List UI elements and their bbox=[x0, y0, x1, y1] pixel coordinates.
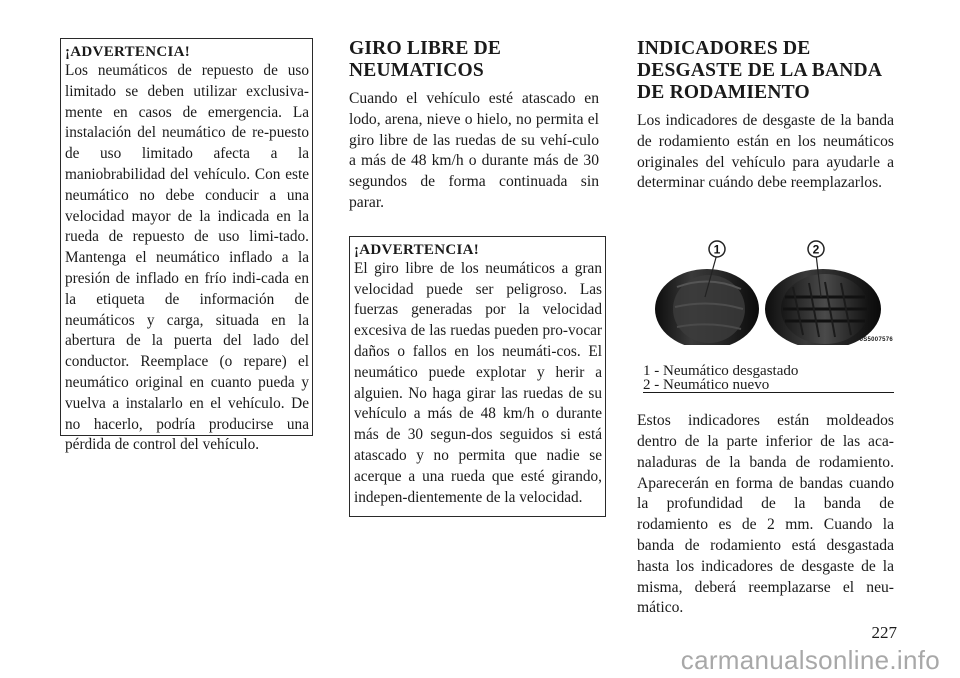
warning-title: ¡ADVERTENCIA! bbox=[354, 241, 480, 258]
spare-tire-warning-box bbox=[60, 38, 313, 454]
caption-new-tire: 2 - Neumático nuevo bbox=[643, 378, 894, 393]
figure-code: 0S5007576 bbox=[859, 337, 893, 344]
warning-text: Los neumáticos de repuesto de uso limitado se deben utilizar exclusiva-mente en casos de emergencia. La instalación del neumático de re-puesto de uso limitado afecta a la maniobrabilidad del vehículo. Con este neumático no debe conducir a una velocidad mayor de la indicada en la rueda de repuesto de uso limi-tado. Mantenga el neumático inflado a la presión de inflado en frío indi-cada en la etiqueta de información de neumáticos y carga, situada en la abertura de la puerta del lado del conductor. Reemplace (o repare) el neumático original en cuanto pueda y vuelva a instalarlo en el vehículo. De no hacerlo, podría producirse una pérdida de control del vehículo. bbox=[65, 62, 309, 454]
left-column bbox=[60, 38, 310, 454]
tire-spinning-paragraph: Cuando el vehículo esté atascado en lodo, arena, nieve o hielo, no permita el giro libre de las ruedas de su vehí-culo a más de 48 km/h o durante más de 30 segundos de forma continuada sin parar. bbox=[349, 90, 599, 211]
new-tire-icon bbox=[765, 269, 881, 345]
middle-column bbox=[349, 38, 602, 517]
warning-title: ¡ADVERTENCIA! bbox=[65, 44, 191, 60]
svg-text:2: 2 bbox=[812, 242, 820, 257]
tread-wear-intro: Los indicadores de desgaste de la banda de rodamiento están en los neumáticos originales del vehículo para ayudarle a determinar cuándo debe reemplazarlos. bbox=[637, 112, 894, 192]
section-heading-tread-wear: INDICADORES DE DESGASTE DE LA BANDA DE RODAMIENTO bbox=[637, 38, 882, 103]
worn-tire-icon bbox=[655, 269, 759, 345]
warning-text: El giro libre de los neumáticos a gran velocidad puede ser peligroso. Las fuerzas generadas por la velocidad excesiva de las ruedas pueden pro-vocar daños o fallos en los neumáti-cos. El neumático puede explotar y herir a alguien. No haga girar las ruedas de su vehículo a más de 48 km/h o durante más de 30 segun-dos seguidos si está atascado y no permita que nadie se acerque a una rueda que esté girando, indepen-dientemente de la velocidad. bbox=[354, 259, 602, 506]
svg-text:1: 1 bbox=[713, 242, 721, 257]
tire-spinning-warning-box bbox=[349, 236, 606, 517]
section-heading-tire-spinning: GIRO LIBRE DE NEUMATICOS bbox=[349, 38, 502, 81]
watermark: carmanualsonline.info bbox=[680, 645, 940, 675]
page-number: 227 bbox=[871, 623, 897, 642]
tread-wear-body: Estos indicadores están moldeados dentro de la parte inferior de las aca-naladuras de la banda de rodamiento. Aparecerán en forma de bandas cuando la profundidad de la banda de rodamiento es de 2 mm. Cuando la banda de rodamiento está desgastada hasta los indicadores de desgaste de la misma, deberá reemplazarse el neu-mático. bbox=[637, 412, 894, 617]
tire-comparison-image bbox=[653, 227, 893, 345]
caption-worn-tire: 1 - Neumático desgastado bbox=[643, 363, 799, 380]
tire-wear-illustration bbox=[653, 227, 893, 387]
right-column bbox=[637, 38, 894, 619]
